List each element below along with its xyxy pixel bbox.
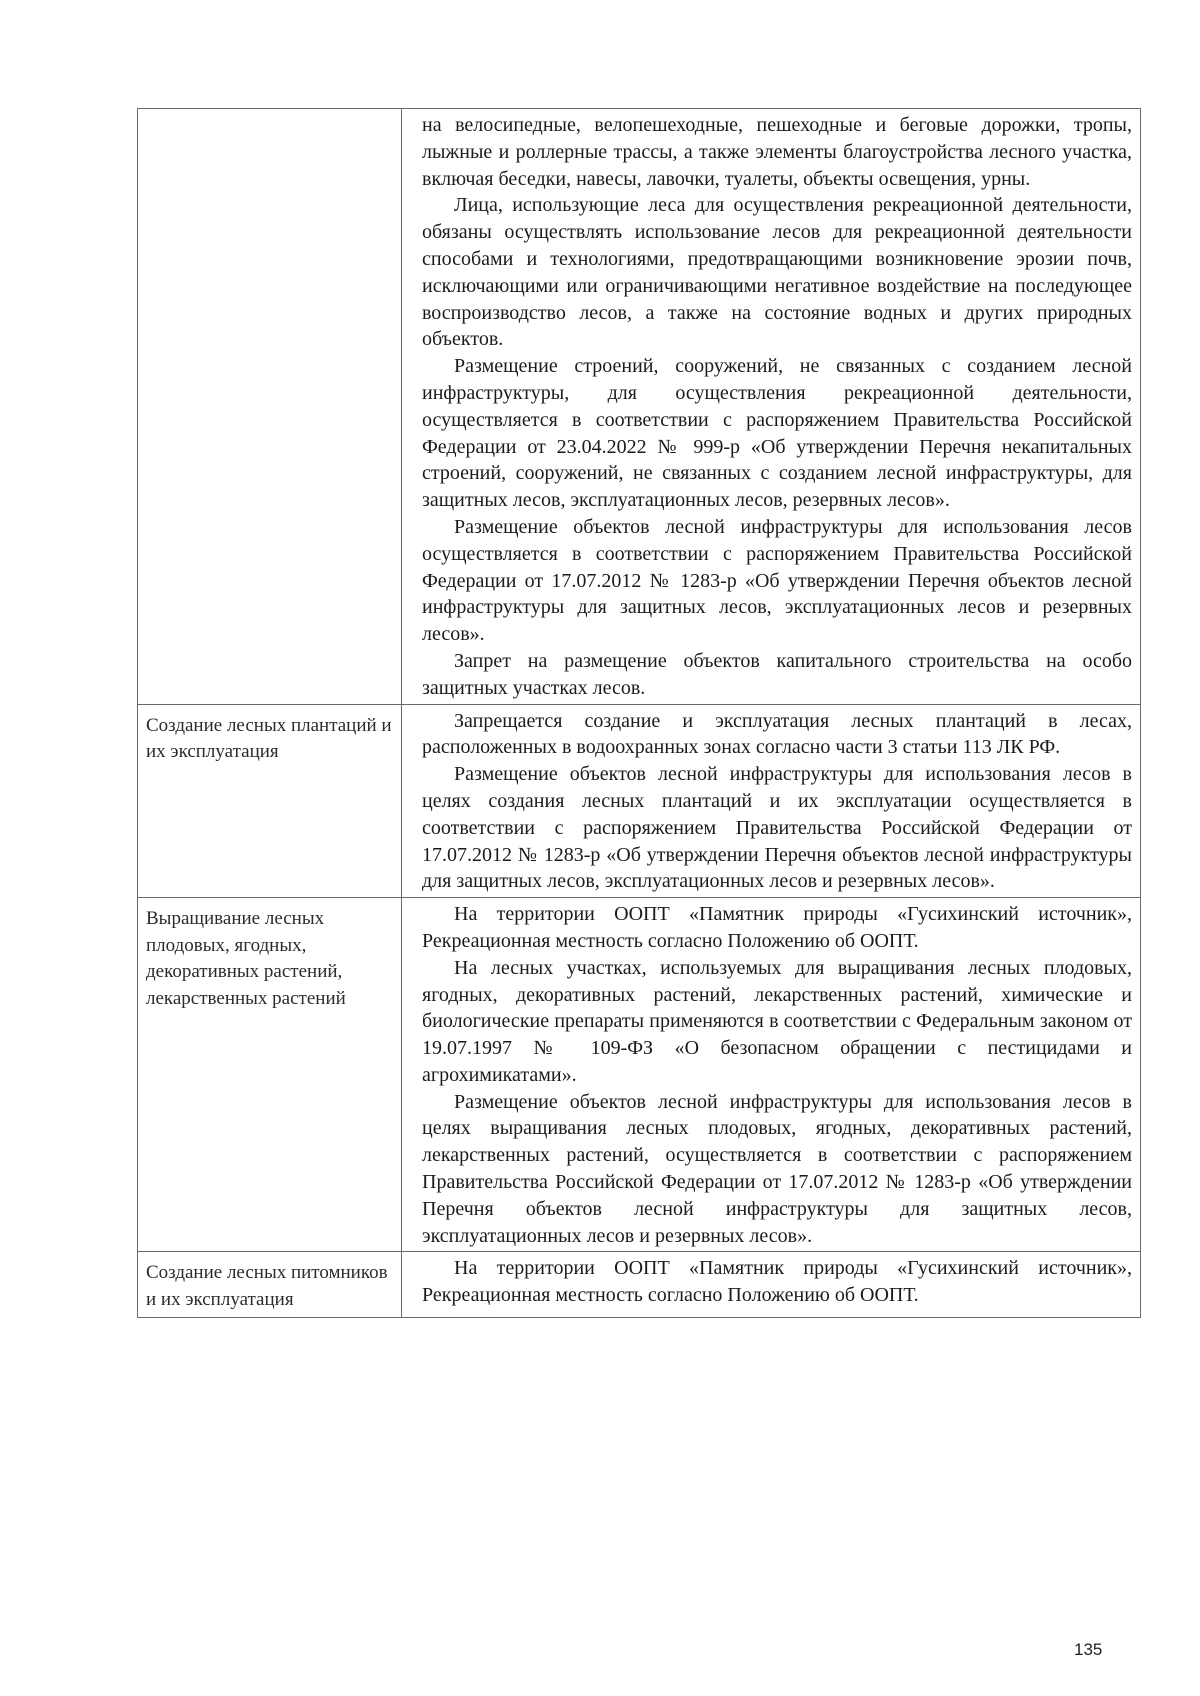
activity-name (138, 109, 401, 121)
requirement-paragraph: На территории ООПТ «Памятник природы «Гусихинский источник», Рекреационная местность согласно Положению об ООПТ. (422, 1257, 1132, 1307)
requirement-paragraph: На лесных участках, используемых для выращивания лесных плодовых, ягодных, декоративных растений, лекарственных растений, химические и биологические препараты применяются в соответствии с Федеральным законом от 19.07.1997 № 109-ФЗ «О безопасном обращении с пестицидами и агрохимикатами». (422, 956, 1132, 1086)
requirements-cell (402, 704, 1141, 898)
requirement-paragraph: на велосипедные, велопешеходные, пешеходные и беговые дорожки, тропы, лыжные и роллерные трассы, а также элементы благоустройства лесного участка, включая беседки, навесы, лавочки, туалеты, объекты освещения, урны. (422, 114, 1132, 190)
requirement-paragraph: Размещение объектов лесной инфраструктуры для использования лесов осуществляется в соответствии с распоряжением Правительства Российской Федерации от 17.07.2012 № 1283-р «Об утверждении Перечня объектов лесной инфраструктуры для защитных лесов, эксплуатационных лесов и резервных лесов». (422, 515, 1132, 646)
table-row (138, 898, 1141, 1252)
requirement-paragraph: Размещение объектов лесной инфраструктуры для использования лесов в целях выращивания лесных плодовых, ягодных, декоративных растений, лекарственных растений, осуществляется в соответствии с распоряжением Правительства Российской Федерации от 17.07.2012 № 1283-р «Об утверждении Перечня объектов лесной инфраструктуры для защитных лесов, эксплуатационных лесов и резервных лесов». (422, 1090, 1132, 1247)
activity-cell (138, 898, 402, 1252)
page-number: 135 (1074, 1640, 1103, 1659)
regulation-table (137, 108, 1141, 1318)
activity-cell (138, 109, 402, 705)
requirement-paragraph: Размещение объектов лесной инфраструктуры для использования лесов в целях создания лесных плантаций и их эксплуатации осуществляется в соответствии с распоряжением Правительства Российской Федерации от 17.07.2012 № 1283-р «Об утверждении Перечня объектов лесной инфраструктуры для защитных лесов, эксплуатационных лесов и резервных лесов». (422, 763, 1132, 893)
table-row (138, 704, 1141, 898)
activity-cell (138, 704, 402, 898)
requirement-paragraph: Лица, использующие леса для осуществления рекреационной деятельности, обязаны осуществлять использование лесов для рекреационной деятельности способами и технологиями, предотвращающими возникновение эрозии почв, исключающими или ограничивающими негативное воздействие на последующее воспроизводство лесов, а также на состояние водных и других природных объектов. (422, 194, 1132, 351)
requirements-cell (402, 109, 1141, 705)
activity-name: Выращивание лесных плодовых, ягодных, декоративных растений, лекарственных растений (146, 908, 346, 1009)
requirement-paragraph: Запрещается создание и эксплуатация лесных плантаций в лесах, расположенных в водоохранных зонах согласно части 3 статьи 113 ЛК РФ. (422, 709, 1132, 759)
activity-cell (138, 1252, 402, 1318)
requirements-cell (402, 898, 1141, 1252)
activity-name: Создание лесных питомников и их эксплуатация (146, 1262, 388, 1310)
table-row (138, 1252, 1141, 1318)
requirements-cell (402, 1252, 1141, 1318)
table-row (138, 109, 1141, 705)
requirement-paragraph: Запрет на размещение объектов капитального строительства на особо защитных участках лесов. (422, 649, 1132, 699)
requirement-paragraph: На территории ООПТ «Памятник природы «Гусихинский источник», Рекреационная местность согласно Положению об ООПТ. (422, 903, 1132, 952)
activity-name: Создание лесных плантаций и их эксплуатация (146, 714, 392, 763)
requirement-paragraph: Размещение строений, сооружений, не связанных с созданием лесной инфраструктуры, для осуществления рекреационной деятельности, осуществляется в соответствии с распоряжением Правительства Российской Федерации от 23.04.2022 № 999-р «Об утверждении Перечня некапитальных строений, сооружений, не связанных с созданием лесной инфраструктуры, для защитных лесов, эксплуатационных лесов, резервных лесов». (422, 355, 1132, 512)
